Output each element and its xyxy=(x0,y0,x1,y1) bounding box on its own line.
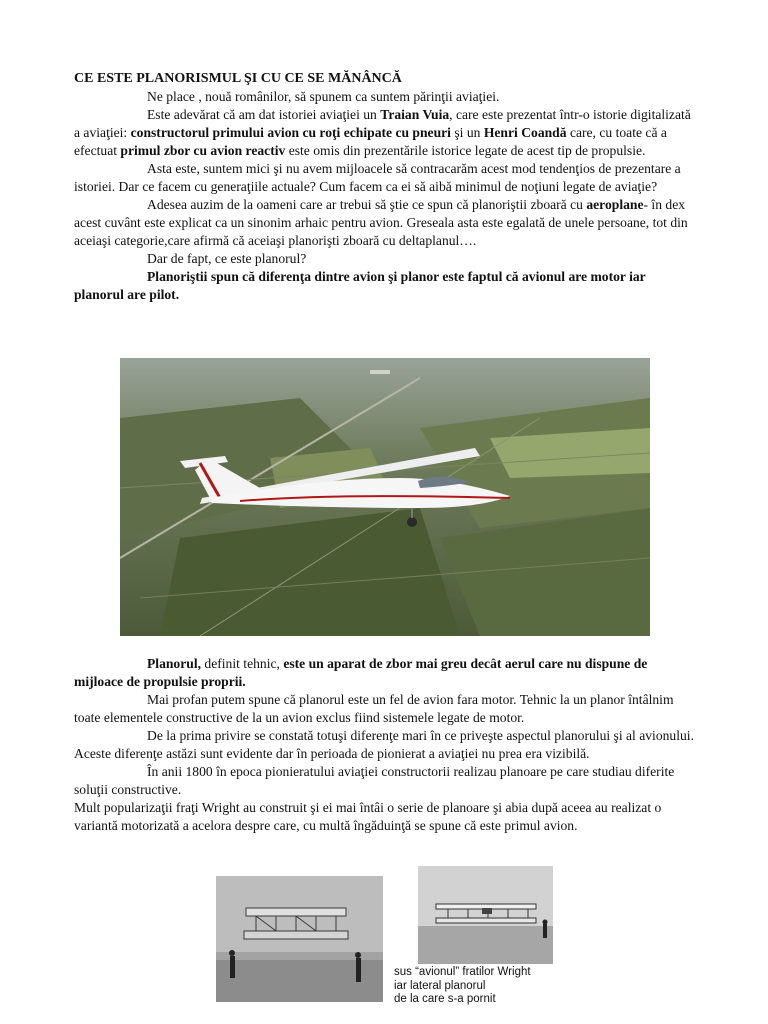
article-body-2 xyxy=(74,655,698,835)
paragraph-11: Mult popularizaţii fraţi Wright au construit şi ei mai întâi o serie de planoare şi abia după aceea au realizat o variantă motorizată a acelora despre care, cu multă îngăduinţă se spune că este primul avion. xyxy=(74,800,662,833)
photo-caption: sus “avionul” fratilor Wright iar lateral planorul de la care s-a pornit xyxy=(394,966,531,1005)
paragraph-4: Adesea auzim de la oameni care ar trebui să ştie ce spun că planoriştii zboară cu aeroplane- în dex acest cuvânt este explicat ca un sinonim arhaic pentru avion. Greseala asta este egalată de unele persoane, tot din aceiaşi categorie,care afirmă că aceiaşi planorişti zboară cu deltaplanul…. xyxy=(74,197,688,248)
paragraph-10: În anii 1800 în epoca pionieratului aviaţiei constructorii realizau planoare pe care studiau diferite soluţii constructive. xyxy=(74,764,675,797)
paragraph-7: Planorul, definit tehnic, este un aparat de zbor mai greu decât aerul care nu dispune de mijloace de propulsie proprii. xyxy=(74,656,648,689)
paragraph-8: Mai profan putem spune că planorul este un fel de avion fara motor. Tehnic la un planor întâlnim toate elementele constructive de la un avion exclus fiind sistemele legate de motor. xyxy=(74,692,674,725)
paragraph-6: Planoriştii spun că diferenţa dintre avion şi planor este faptul că avionul are motor iar planorul are pilot. xyxy=(74,269,646,302)
paragraph-5: Dar de fapt, ce este planorul? xyxy=(147,251,307,266)
glider-photo xyxy=(120,358,650,636)
paragraph-2: Este adevărat că am dat istoriei aviaţiei un Traian Vuia, care este prezentat într-o istorie digitalizată a aviaţiei: constructorul primului avion cu roţi echipate cu pneuri şi un Henri Coandă care, cu toate că a efectuat primul zbor cu avion reactiv este omis din prezentările istorice legate de acest tip de propulsie. xyxy=(74,107,691,158)
wright-glider-photo xyxy=(216,876,383,1002)
wright-flyer-photo xyxy=(418,866,553,964)
paragraph-1: Ne place , nouă românilor, să spunem ca suntem părinţii aviaţiei. xyxy=(147,89,500,104)
article-body xyxy=(74,70,698,304)
page-title: CE ESTE PLANORISMUL ŞI CU CE SE MĂNÂNCĂ xyxy=(74,71,402,86)
paragraph-3: Asta este, suntem mici şi nu avem mijloacele să contracarăm acest mod tendenţios de prezentare a istoriei. Dar ce facem cu generaţiile actuale? Cum facem ca ei să aibă minimul de noţiuni legate de aviaţie? xyxy=(74,161,681,194)
paragraph-9: De la prima privire se constată totuşi diferenţe mari în ce priveşte aspectul planorului şi al avionului. Aceste diferenţe astăzi sunt evidente dar în perioada de pionierat a aviaţiei nu prea era vizibilă. xyxy=(74,728,694,761)
